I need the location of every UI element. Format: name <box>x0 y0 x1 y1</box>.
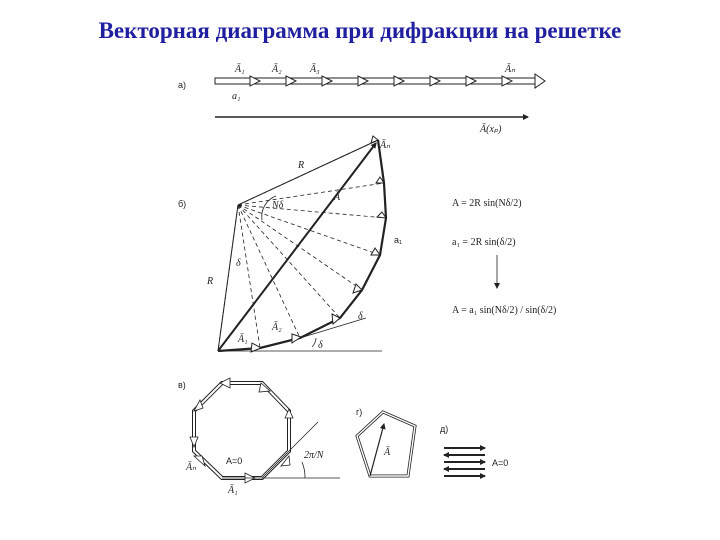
panel-b-a-n: Āₙ <box>380 140 391 151</box>
panel-b-formula-1: A = 2R sin(Nδ/2) <box>452 198 522 209</box>
slide-title: Векторная диаграмма при дифракции на решетке <box>98 18 622 43</box>
panel-d-a-zero: A=0 <box>492 458 509 468</box>
panel-v <box>178 378 340 496</box>
panel-b-radius-top <box>238 140 378 205</box>
panel-b-delta-lower: δ <box>358 311 363 322</box>
panel-g-resultant-arrow <box>370 424 384 476</box>
panel-d <box>440 424 508 476</box>
panel-v-arrowheads <box>190 378 293 483</box>
panel-d-section-label: д) <box>440 424 449 434</box>
panel-a-label-a2: Ā₂ <box>272 64 282 75</box>
panel-v-a-n: Āₙ <box>186 462 197 473</box>
panel-d-antiparallel-arrows <box>444 448 485 476</box>
panel-a-label-a3: Ā₃ <box>310 64 320 75</box>
panel-b-n-delta: Nδ <box>272 200 284 211</box>
panel-v-a1: Ā₁ <box>228 485 238 496</box>
panel-a-vector-chain <box>215 74 545 88</box>
panel-b <box>178 136 556 352</box>
panel-b-r-top: R <box>298 160 305 171</box>
panel-a-axis-label: Ā(xₚ) <box>480 124 502 135</box>
panel-v-section-label: в) <box>178 380 186 390</box>
panel-b-r-left: R <box>207 276 214 287</box>
panel-b-formula-3: A = a₁ sin(Nδ/2) / sin(δ/2) <box>452 305 557 316</box>
panel-a-label-small-a1: a₁ <box>232 91 241 102</box>
panel-v-a-zero: A=0 <box>226 456 243 466</box>
panel-b-a1-side: a₁ <box>394 235 403 245</box>
panel-b-resultant-arrow <box>218 143 376 351</box>
panel-b-bottom-angle-arc <box>312 338 316 347</box>
panel-b-a1: Ā₁ <box>238 334 248 345</box>
panel-a <box>178 63 545 135</box>
panel-g-a-big: Ā <box>384 447 391 458</box>
panel-b-a-big: Ā <box>334 192 341 203</box>
panel-a-label-an: Āₙ <box>505 64 516 75</box>
panel-b-delta-center: δ <box>236 258 241 269</box>
panel-a-label-a1: Ā₁ <box>235 64 245 75</box>
panel-b-a2: Ā₂ <box>272 322 282 333</box>
panel-v-angle-label: 2π/N <box>304 450 324 461</box>
panel-g-section-label: г) <box>356 407 363 417</box>
panel-a-section-label: а) <box>178 80 187 90</box>
panel-b-formula-2: a₁ = 2R sin(δ/2) <box>452 237 516 248</box>
panel-g <box>356 407 415 476</box>
panel-b-section-label: б) <box>178 199 187 209</box>
panel-b-delta-bottom: δ <box>318 340 323 351</box>
